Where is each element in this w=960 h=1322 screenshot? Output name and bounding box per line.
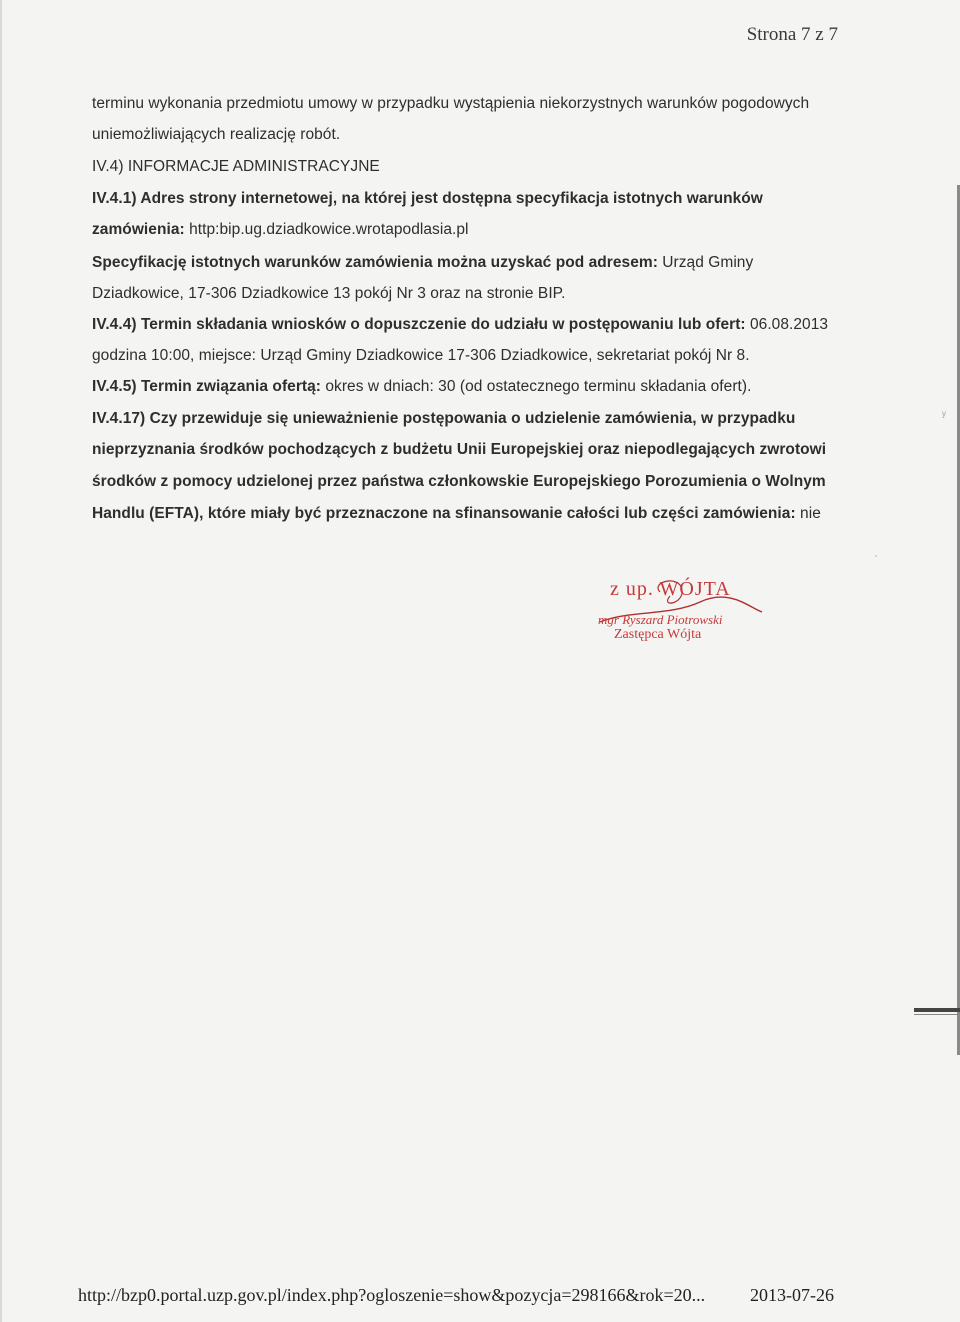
scan-speck: · (874, 548, 878, 562)
footer-date: 2013-07-26 (750, 1285, 834, 1305)
page-number: Strona 7 z 7 (746, 24, 838, 45)
stamp-role: Zastępca Wójta (614, 627, 702, 642)
stamp-name: mgr Ryszard Piotrowski (598, 612, 723, 627)
stamp-authority: z up. WÓJTA (610, 578, 731, 600)
text-line: godzina 10:00, miejsce: Urząd Gminy Dziadkowice 17-306 Dziadkowice, sekretariat pokój Nr 8. (92, 347, 750, 364)
scan-bar (914, 1008, 960, 1012)
text-line: Handlu (EFTA), które miały być przeznaczone na sfinansowanie całości lub części zamówienia: nie (92, 505, 821, 522)
official-stamp (590, 572, 770, 652)
footer-url: http://bzp0.portal.uzp.gov.pl/index.php?ogloszenie=show&pozycja=298166&rok=20... (78, 1285, 706, 1305)
text-line: Dziadkowice, 17-306 Dziadkowice 13 pokój Nr 3 oraz na stronie BIP. (92, 285, 566, 302)
scan-speck: ʸ (942, 408, 946, 422)
text-line: terminu wykonania przedmiotu umowy w przypadku wystąpienia niekorzystnych warunków pogodowych (92, 95, 810, 112)
text-line: IV.4.17) Czy przewiduje się unieważnienie postępowania o udzielenie zamówienia, w przypadku (92, 410, 796, 427)
text-line: zamówienia: http:bip.ug.dziadkowice.wrotapodlasia.pl (92, 221, 469, 238)
text-line: uniemożliwiających realizację robót. (92, 126, 341, 143)
scan-edge-left (0, 0, 2, 1322)
section-heading: IV.4) INFORMACJE ADMINISTRACYJNE (92, 158, 380, 175)
text-line: IV.4.4) Termin składania wniosków o dopuszczenie do udziału w postępowaniu lub ofert: 06.08.2013 (92, 316, 829, 333)
text-line: Specyfikację istotnych warunków zamówienia można uzyskać pod adresem: Urząd Gminy (92, 254, 754, 271)
scan-bar-thin (914, 1014, 960, 1015)
text-line: nieprzyznania środków pochodzących z budżetu Unii Europejskiej oraz niepodlegających zwrotowi (92, 441, 827, 458)
text-line: IV.4.1) Adres strony internetowej, na której jest dostępna specyfikacja istotnych warunków (92, 190, 763, 207)
text-line: IV.4.5) Termin związania ofertą: okres w dniach: 30 (od ostatecznego terminu składania ofert). (92, 378, 752, 395)
text-line: środków z pomocy udzielonej przez państwa członkowskie Europejskiego Porozumienia o Wolnym (92, 473, 826, 490)
